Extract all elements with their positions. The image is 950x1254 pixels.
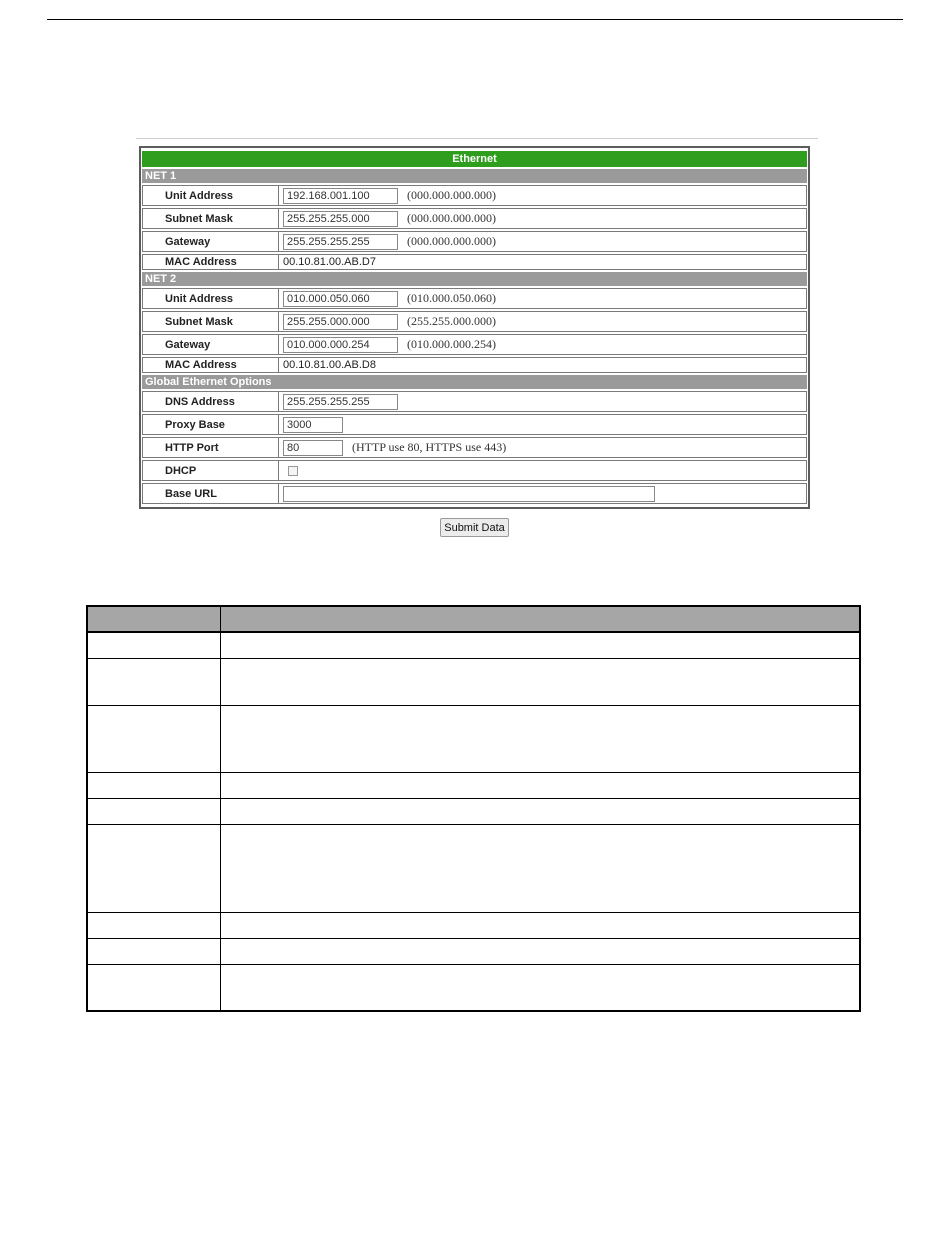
net2-section-title: NET 2: [142, 272, 807, 286]
net1-mac-value: 00.10.81.00.AB.D7: [279, 254, 807, 270]
table-row: [87, 772, 860, 798]
net1-mac-row: [142, 254, 807, 270]
net1-gateway-hint: (000.000.000.000): [407, 234, 496, 248]
table-row: [87, 658, 860, 705]
description-table-header: [87, 606, 860, 632]
proxy-base-input[interactable]: [283, 417, 343, 433]
global-options-section-title: Global Ethernet Options: [142, 375, 807, 389]
net2-mac-row: [142, 357, 807, 373]
submit-data-button[interactable]: Submit Data: [440, 518, 509, 537]
net1-section-row: [142, 169, 807, 183]
net2-mac-value: 00.10.81.00.AB.D8: [279, 357, 807, 373]
net2-subnet-mask-label: Subnet Mask: [142, 311, 279, 332]
http-port-hint: (HTTP use 80, HTTPS use 443): [352, 440, 507, 454]
net1-unit-address-input[interactable]: [283, 188, 398, 204]
panel-divider: [136, 138, 818, 139]
table-row: [87, 964, 860, 1011]
net1-gateway-label: Gateway: [142, 231, 279, 252]
net1-section-title: NET 1: [142, 169, 807, 183]
net2-unit-address-hint: (010.000.050.060): [407, 291, 496, 305]
net2-unit-address-label: Unit Address: [142, 288, 279, 309]
description-table: [86, 605, 861, 1012]
ethernet-settings-panel: [139, 146, 810, 509]
table-row: [87, 798, 860, 824]
ethernet-title: Ethernet: [142, 151, 807, 167]
table-row: [87, 938, 860, 964]
net2-unit-address-input[interactable]: [283, 291, 398, 307]
net1-mac-label: MAC Address: [142, 254, 279, 270]
net1-unit-address-row: [142, 185, 807, 206]
dns-address-label: DNS Address: [142, 391, 279, 412]
net1-subnet-mask-label: Subnet Mask: [142, 208, 279, 229]
table-row: [87, 912, 860, 938]
net2-subnet-mask-input[interactable]: [283, 314, 398, 330]
net1-unit-address-label: Unit Address: [142, 185, 279, 206]
dhcp-checkbox[interactable]: [288, 466, 298, 476]
net2-gateway-row: [142, 334, 807, 355]
proxy-base-row: [142, 414, 807, 435]
net2-unit-address-row: [142, 288, 807, 309]
net2-subnet-mask-row: [142, 311, 807, 332]
table-row: [87, 824, 860, 912]
net2-gateway-input[interactable]: [283, 337, 398, 353]
net2-subnet-mask-hint: (255.255.000.000): [407, 314, 496, 328]
page-top-rule: [47, 19, 903, 20]
dhcp-row: [142, 460, 807, 481]
net2-gateway-hint: (010.000.000.254): [407, 337, 496, 351]
base-url-label: Base URL: [142, 483, 279, 504]
http-port-row: [142, 437, 807, 458]
net1-gateway-input[interactable]: [283, 234, 398, 250]
proxy-base-label: Proxy Base: [142, 414, 279, 435]
net1-subnet-mask-hint: (000.000.000.000): [407, 211, 496, 225]
global-options-section-row: [142, 375, 807, 389]
dhcp-label: DHCP: [142, 460, 279, 481]
net1-unit-address-hint: (000.000.000.000): [407, 188, 496, 202]
net2-section-row: [142, 272, 807, 286]
ethernet-settings-table: [142, 149, 807, 506]
http-port-input[interactable]: [283, 440, 343, 456]
dns-address-row: [142, 391, 807, 412]
base-url-row: [142, 483, 807, 504]
ethernet-header-row: [142, 151, 807, 167]
http-port-label: HTTP Port: [142, 437, 279, 458]
table-row: [87, 632, 860, 658]
table-row: [87, 705, 860, 772]
base-url-input[interactable]: [283, 486, 655, 502]
net1-subnet-mask-input[interactable]: [283, 211, 398, 227]
net1-subnet-mask-row: [142, 208, 807, 229]
net1-gateway-row: [142, 231, 807, 252]
net2-gateway-label: Gateway: [142, 334, 279, 355]
dns-address-input[interactable]: [283, 394, 398, 410]
net2-mac-label: MAC Address: [142, 357, 279, 373]
